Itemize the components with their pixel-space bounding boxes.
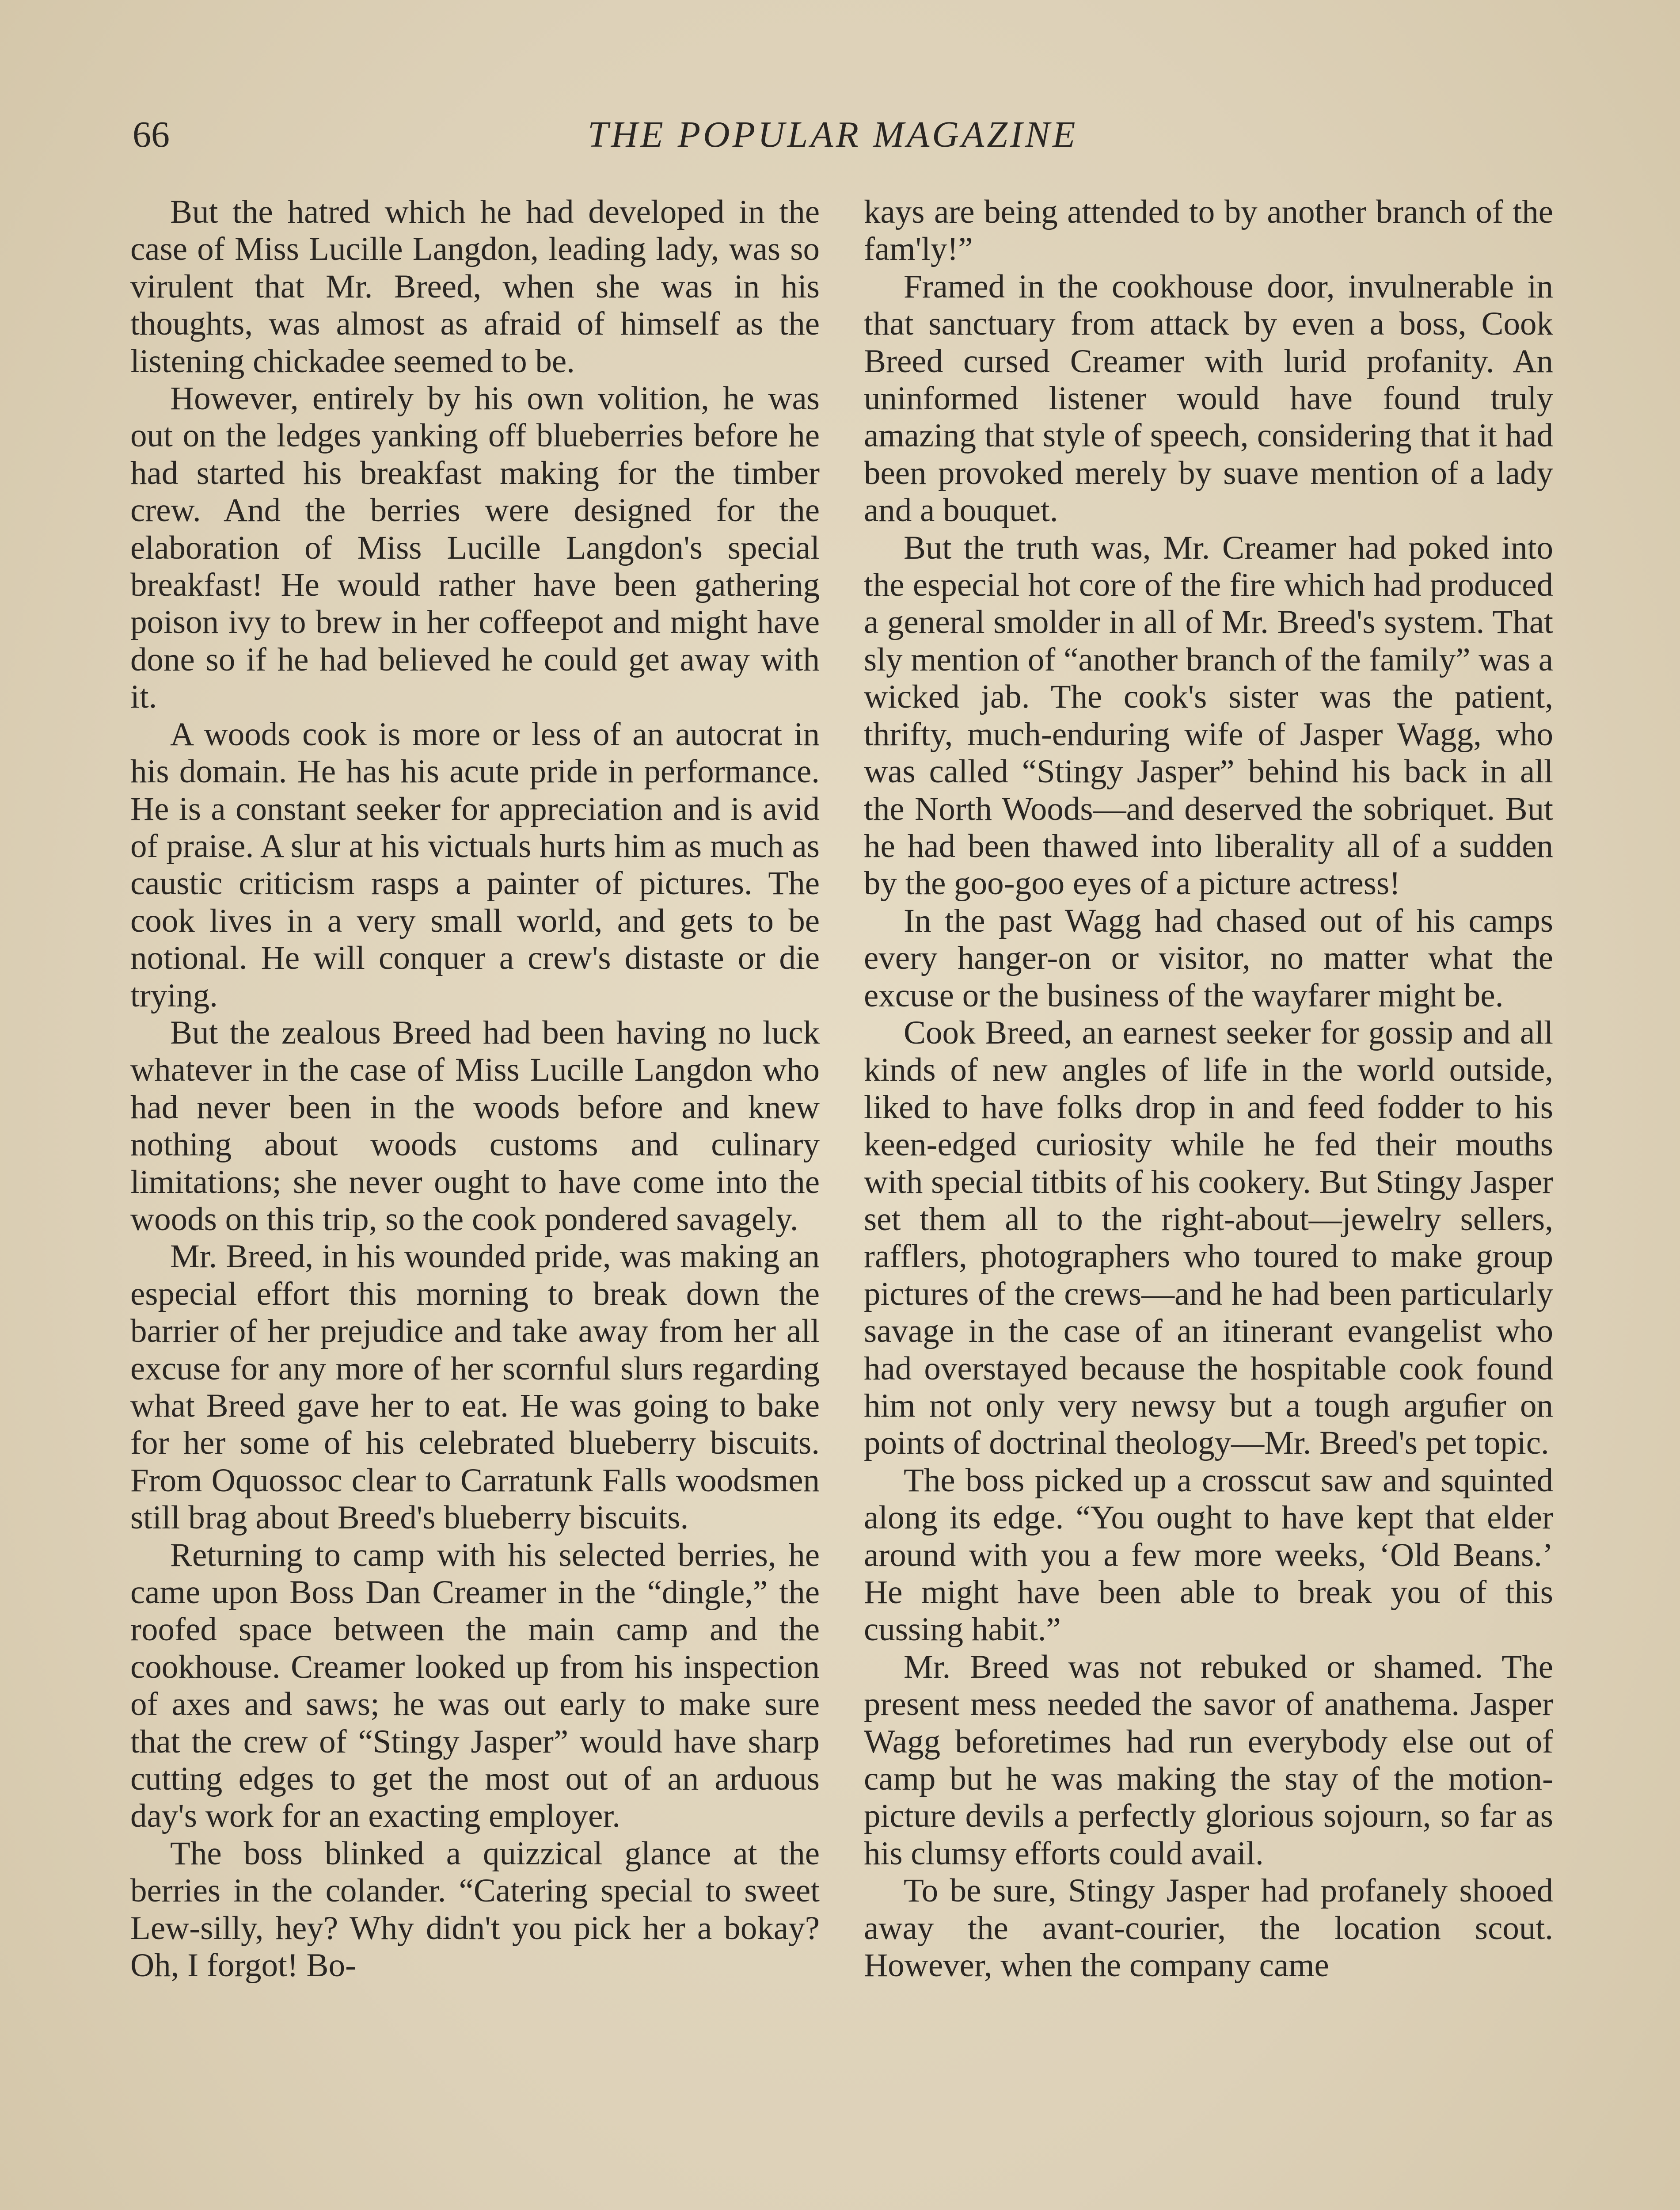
running-title: THE POPULAR MAGAZINE <box>588 114 1078 155</box>
paragraph: In the past Wagg had chased out of his camps every hanger-on or visitor, no matter what the excuse or the business of the wayfarer might be. <box>864 902 1553 1014</box>
paragraph: To be sure, Stingy Jasper had profanely shooed away the avant-courier, the location scout. However, when the company came <box>864 1872 1553 1984</box>
paragraph: The boss picked up a crosscut saw and squinted along its edge. “You ought to have kept that elder around with you a few more weeks, ‘Old Beans.’ He might have been able to break you of this cussing habit.” <box>864 1462 1553 1648</box>
page-number: 66 <box>133 114 170 155</box>
page-header <box>133 110 1577 168</box>
paragraph: Mr. Breed was not rebuked or shamed. The present mess needed the savor of anathema. Jasper Wagg beforetimes had run everybody else out of camp but he was making the stay of the motion-picture devils a perfectly glorious sojourn, so far as his clumsy efforts could avail. <box>864 1648 1553 1872</box>
paragraph: But the hatred which he had developed in the case of Miss Lucille Langdon, leading lady, was so virulent that Mr. Breed, when she was in his thoughts, was almost as afraid of himself as the listening chickadee seemed to be. <box>130 194 820 380</box>
paragraph: Framed in the cookhouse door, invulnerable in that sanctuary from attack by even a boss, Cook Breed cursed Creamer with lurid profanity. An uninformed listener would have found truly amazing that style of speech, considering that it had been provoked merely by suave mention of a lady and a bouquet. <box>864 268 1553 529</box>
paragraph: Cook Breed, an earnest seeker for gossip and all kinds of new angles of life in the world outside, liked to have folks drop in and feed fodder to his keen-edged curiosity while he fed their mouths with special titbits of his cookery. But Stingy Jasper set them all to the right-about—jewelry sellers, rafflers, photographers who toured to make group pictures of the crews—and he had been particularly savage in the case of an itinerant evangelist who had overstayed because the hospitable cook found him not only very newsy but a tough arguﬁer on points of doctrinal theology—Mr. Breed's pet topic. <box>864 1014 1553 1462</box>
paragraph-continued: kays are being attended to by another branch of the fam'ly!” <box>864 194 1553 268</box>
paragraph: However, entirely by his own volition, he was out on the ledges yanking off blueberries before he had started his breakfast making for the timber crew. And the berries were designed for the elaboration of Miss Lucille Langdon's special breakfast! He would rather have been gathering poison ivy to brew in her coffeepot and might have done so if he had believed he could get away with it. <box>130 380 820 716</box>
left-column <box>130 194 820 1985</box>
paragraph: The boss blinked a quizzical glance at the berries in the colander. “Catering special to sweet Lew-silly, hey? Why didn't you pick her a bokay? Oh, I forgot! Bo- <box>130 1835 820 1984</box>
paragraph: A woods cook is more or less of an autocrat in his domain. He has his acute pride in performance. He is a constant seeker for appreciation and is avid of praise. A slur at his victuals hurts him as much as caustic criticism rasps a painter of pictures. The cook lives in a very small world, and gets to be notional. He will conquer a crew's distaste or die trying. <box>130 716 820 1014</box>
right-column <box>864 194 1553 1985</box>
paragraph: But the zealous Breed had been having no luck whatever in the case of Miss Lucille Langdon who had never been in the woods before and knew nothing about woods customs and culinary limitations; she never ought to have come into the woods on this trip, so the cook pondered savagely. <box>130 1014 820 1238</box>
paragraph: But the truth was, Mr. Creamer had poked into the especial hot core of the fire which had produced a general smolder in all of Mr. Breed's system. That sly mention of “another branch of the family” was a wicked jab. The cook's sister was the patient, thrifty, much-enduring wife of Jasper Wagg, who was called “Stingy Jasper” behind his back in all the North Woods—and deserved the sobriquet. But he had been thawed into liberality all of a sudden by the goo-goo eyes of a picture actress! <box>864 529 1553 902</box>
paragraph: Returning to camp with his selected berries, he came upon Boss Dan Creamer in the “dingle,” the roofed space between the main camp and the cookhouse. Creamer looked up from his inspection of axes and saws; he was out early to make sure that the crew of “Stingy Jasper” would have sharp cutting edges to get the most out of an arduous day's work for an exacting employer. <box>130 1536 820 1835</box>
paragraph: Mr. Breed, in his wounded pride, was making an especial effort this morning to break down the barrier of her prejudice and take away from her all excuse for any more of her scornful slurs regarding what Breed gave her to eat. He was going to bake for her some of his celebrated blueberry biscuits. From Oquossoc clear to Carratunk Falls woodsmen still brag about Breed's blueberry biscuits. <box>130 1238 820 1536</box>
